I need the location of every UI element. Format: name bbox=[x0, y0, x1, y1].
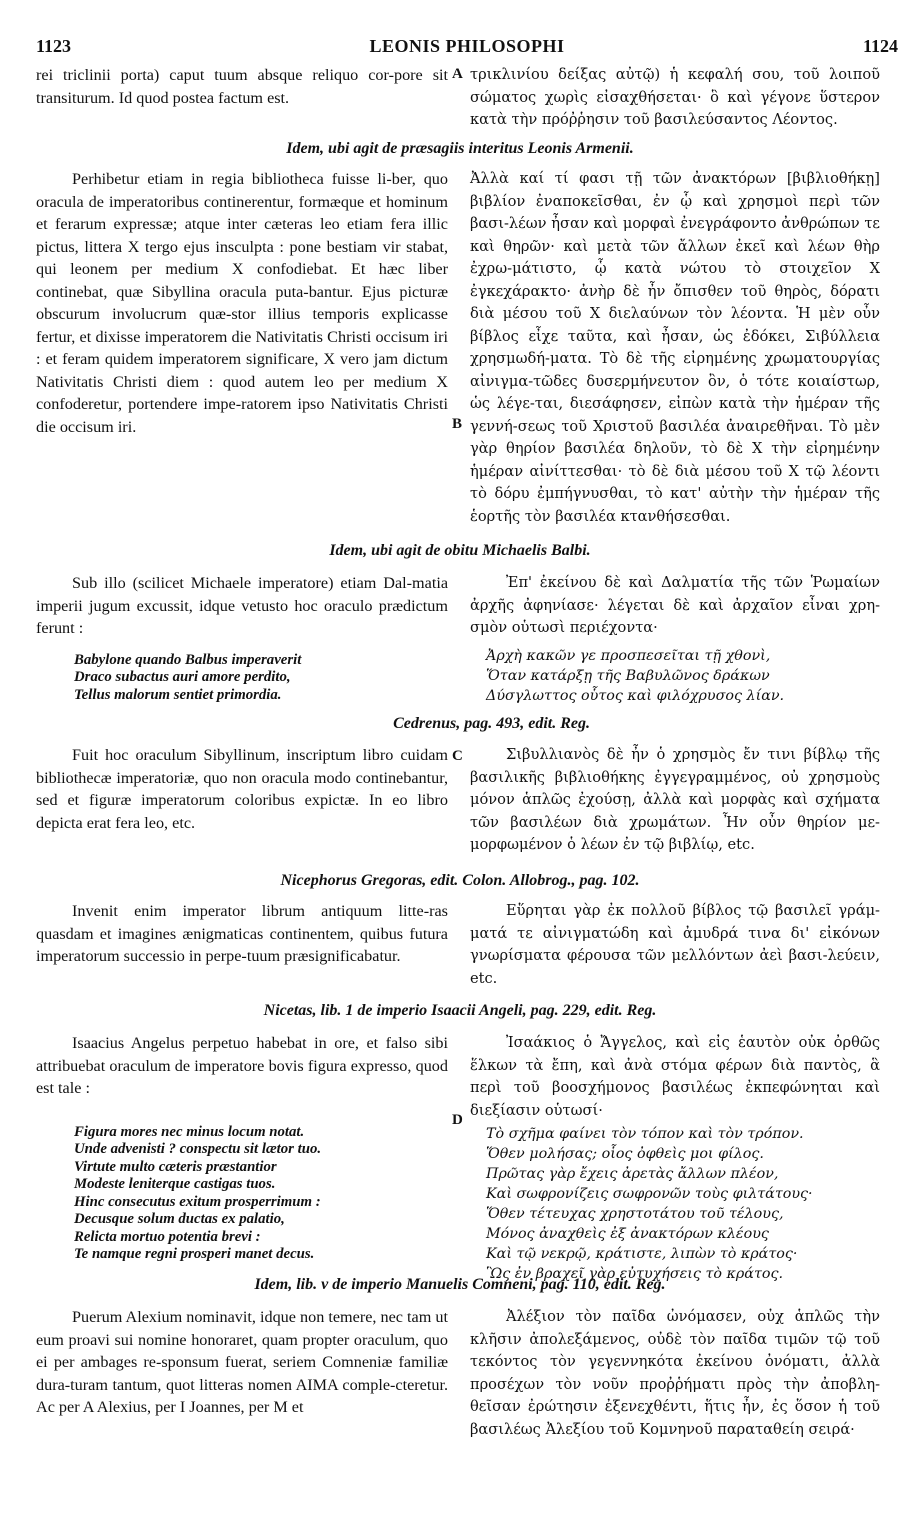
latin-verse bbox=[36, 652, 448, 705]
margin-letter: A bbox=[452, 66, 463, 82]
verse-line: Ὅθεν τέτευχας χρηστοτάτου τοῦ τέλους, bbox=[486, 1206, 784, 1222]
verse-line: Τὸ σχῆμα φαίνει τὸν τόπον καὶ τὸν τρόπον. bbox=[486, 1126, 804, 1142]
latin-text: Puerum Alexium nominavit, idque non temere, nec tam ut eum proavi sui nomine honoraret, quam propter oraculum, quo ei per ambages re-sponsum fuerat, seriem Comneniæ familiæ dura-turam tantum, quot litteras nomen AIMA comple-cteretur. Ac per A Alexius, per I Joannes, per M et bbox=[36, 1308, 448, 1416]
latin-text: Perhibetur etiam in regia bibliotheca fuisse li-ber, quo oracula de imperatoribus continerentur, formæque et hominum et ferarum expressæ; atque inter cæteras leo etiam fera illic pictus, littera X tergo ejus insculpta : pone bestiam vir stabat, qui leonem per medium X confodiebat. Et hæc liber continebat, quæ Sibyllina oracula puta-bantur. Ejus picturæ obscurum involucrum quæ-stor illius temporis explicasse fertur, et dixisse imperatorem die Nativitatis Christi occisum iri : et feram quidem imperatorem significare, X vero jam dictum Nativitatis Christi diem : quod autem leo per medium X confoderetur, portendere impe-ratorem ipso Nativitatis Christi die occisum iri. bbox=[36, 170, 448, 436]
latin-block bbox=[36, 572, 448, 704]
verse-line: Relicta mortuo potentia brevi : bbox=[74, 1228, 261, 1245]
verse-line: Figura mores nec minus locum notat. bbox=[74, 1123, 305, 1140]
greek-text: Ἀλλὰ καί τί φασι τῇ τῶν ἀνακτόρων [βιβλιοθήκῃ] βιβλίον ἐναποκεῖσθαι, ἐν ᾧ καὶ χρησμοὶ περὶ τῶν βασι-λέων ἦσαν καὶ μορφαὶ ἐνεγράφοντο ἀνθρώπων τε καὶ θηρῶν· καὶ μετὰ τῶν ἄλλων ἐκεῖ καὶ λέων θὴρ ἐχρω-μάτιστο, ᾧ κατὰ νώτου τὸ στοιχεῖον Χ ἐγκεχάρακτο· ἀνὴρ δὲ ἦν ὄπισθεν τοῦ θηρὸς, δόρατι διὰ μέσου τοῦ Χ διελαύνων τὸν λέοντα. Ἡ μὲν οὖν βίβλος εἶχε ταῦτα, καὶ ἦσαν, ὡς ἐδόκει, Σιβύλλεια χρησμωδή-ματα. Τὸ δὲ τῆς εἰρημένης χρωματουργίας αἰνιγμα-τῶδες δυσερμήνευτον ὂν, ὁ τότε κοιαίστωρ, ὡς λέγε-ται, διεσάφησεν, εἰπὼν κατὰ τὴν ἡμέραν τῆς γεννή-σεως τοῦ Χριστοῦ βασιλέα ἀναιρεθῆναι. Τὸ μὲν γὰρ θηρίον βασιλέα δηλοῦν, τὸ δὲ Χ τὴν εἰρημένην ἡμέραν αἰνίττεσθαι· τὸ δὲ διὰ μέσου τοῦ Χ τῷ λέοντι τὸ δόρυ ἐμπήγνυσθαι, τὸ κατ' αὐτὴν τὴν ἡμέραν τῆς ἑορτῆς τὸν βασιλέα κτανθήσεσθαι. bbox=[470, 170, 880, 525]
latin-verse bbox=[36, 1124, 448, 1264]
verse-line: Te namque regni prosperi manet decus. bbox=[74, 1246, 315, 1262]
latin-block bbox=[36, 1032, 448, 1264]
margin-letter: D bbox=[452, 1112, 463, 1128]
latin-text: Fuit hoc oraculum Sibyllinum, inscriptum libro cuidam bibliothecæ imperatoriæ, quo non oracula modo continebantur, sed et figuræ imperatorum coloribus expictæ. In eo libro depicta erat fera leo, etc. bbox=[36, 746, 448, 832]
page-header bbox=[36, 36, 898, 62]
verse-line: Καὶ τῷ νεκρῷ, κράτιστε, λιπὼν τὸ κράτος· bbox=[486, 1246, 798, 1262]
greek-text: Ἐπ' ἐκείνου δὲ καὶ Δαλματία τῆς τῶν Ῥωμαίων ἀρχῆς ἀφηνίασε· λέγεται δὲ καὶ ἀρχαῖον εἶναι χρη-σμὸν οὑτωσὶ περιέχοντα· bbox=[470, 574, 880, 636]
verse-line: Ὣς ἐν βραχεῖ γὰρ εὐτυχήσεις τὸ κράτος. bbox=[486, 1266, 784, 1282]
verse-line: Decusque solum ductas ex palatio, bbox=[74, 1211, 285, 1227]
section-heading: Nicephorus Gregoras, edit. Colon. Allobrog., pag. 102. bbox=[280, 872, 640, 889]
verse-line: Hinc consecutus exitum prosperrimum : bbox=[74, 1193, 321, 1210]
latin-text: rei triclinii porta) caput tuum absque reliquo cor-pore sit transiturum. Id quod postea factum est. bbox=[36, 66, 448, 107]
greek-text: Εὕρηται γὰρ ἐκ πολλοῦ βίβλος τῷ βασιλεῖ γράμ-ματά τε αἰνιγματώδη καὶ ἀμυδρά τινα δι' εἰκόνων γνωρίσματα φέρουσα τῶν μελλόντων ἀεὶ βασι-λεύειν, etc. bbox=[470, 902, 880, 987]
verse-line: Tellus malorum sentiet primordia. bbox=[74, 686, 282, 703]
greek-block bbox=[470, 1032, 880, 1284]
margin-letter: B bbox=[452, 416, 463, 432]
verse-line: Modeste leniterque castigas tuos. bbox=[74, 1176, 276, 1192]
latin-text: Invenit enim imperator librum antiquum litte-ras quasdam et imagines ænigmaticas continentem, quibus futura imperatorum successio in perpe-tuum præsignificabatur. bbox=[36, 902, 448, 965]
margin-letter: C bbox=[452, 748, 463, 764]
section-heading: Nicetas, lib. 1 de imperio Isaacii Angeli, pag. 229, edit. Reg. bbox=[263, 1002, 657, 1019]
verse-line: Unde advenisti ? conspectu sit lætor tuo. bbox=[74, 1141, 322, 1157]
latin-text: Isaacius Angelus perpetuo habebat in ore, et falso sibi attribuebat oraculum de imperatore bovis figura expresso, quod est tale : bbox=[36, 1034, 448, 1097]
greek-verse bbox=[470, 646, 880, 706]
latin-text: Sub illo (scilicet Michaele imperatore) etiam Dal-matia imperii jugum excussit, idque vetusto hoc oraculo prædictum ferunt : bbox=[36, 574, 448, 637]
page-number-right: 1124 bbox=[862, 36, 898, 56]
verse-line: Πρῶτας γὰρ ἔχεις ἀρετὰς ἄλλων πλέον, bbox=[486, 1166, 779, 1182]
verse-line: Babylone quando Balbus imperaverit bbox=[74, 651, 302, 668]
verse-line: Draco subactus auri amore perdito, bbox=[74, 669, 291, 685]
section-heading: Idem, ubi agit de obitu Michaelis Balbi. bbox=[329, 542, 591, 559]
greek-text: Ἀλέξιον τὸν παῖδα ὠνόμασεν, οὐχ ἁπλῶς τὴν κλῆσιν ἀπολεξάμενος, οὐδὲ τὸν παῖδα τιμῶν τῷ τοῦ τεκόντος τὸν γεγεννηκότα ἐκείνου ὀνόματι, ἀλλὰ προσέχων τὸν νοῦν προῤῥήματι πρὸς τὴν ἀποβλη-θεῖσαν ἐρώτησιν ἐξενεχθέντι, ἥτις ἦν, ἐς ὅσον ἡ τοῦ βασιλέως Ἀλεξίου τοῦ Κομνηνοῦ παραταθείη σειρά· bbox=[470, 1308, 880, 1438]
running-title: LEONIS PHILOSOPHI bbox=[369, 36, 565, 56]
greek-text: τρικλινίου δείξας αὐτῷ) ἡ κεφαλή σου, τοῦ λοιποῦ σώματος χωρὶς εἰσαχθήσεται· ὃ καὶ γέγονε ὕστερον κατὰ τὴν πρόῤῥησιν τοῦ βασιλεύσαντος Λέοντος. bbox=[470, 66, 880, 128]
verse-line: Καὶ σωφρονίζεις σωφρονῶν τοὺς φιλτάτους· bbox=[486, 1186, 813, 1202]
verse-line: Δύσγλωττος οὗτος καὶ φιλόχρυσος λίαν. bbox=[486, 687, 785, 704]
greek-text: Ἰσαάκιος ὁ Ἄγγελος, καὶ εἰς ἑαυτὸν οὐκ ὀρθῶς ἕλκων τὰ ἔπη, καὶ ἀνὰ στόμα φέρων διὰ παντὸς, ἃ περὶ τοῦ βοοσχήμονος βασιλέως ἐκπεφώνηται καὶ διεξίασιν οὑτωσί· bbox=[470, 1034, 880, 1119]
greek-text: Σιβυλλιανὸς δὲ ἦν ὁ χρησμὸς ἔν τινι βίβλῳ τῆς βασιλικῆς βιβλιοθήκης ἐγγεγραμμένος, οὐ χρησμοὺς μόνον ἁπλῶς ἐχούσῃ, ἀλλὰ καὶ μορφὰς καὶ σχήματα τῶν βασιλέων διὰ χρωμάτων. Ἦν οὖν θηρίον με-μορφωμένον ὁ λέων ἐν τῷ βιβλίῳ, etc. bbox=[470, 746, 880, 853]
verse-line: Ὅταν κατάρξῃ τῆς Βαβυλῶνος δράκων bbox=[486, 667, 770, 684]
verse-line: Ὅθεν μολήσας; οἷος ὀφθεὶς μοι φίλος. bbox=[486, 1146, 764, 1162]
verse-line: Virtute multo cæteris præstantior bbox=[74, 1158, 277, 1175]
section-heading: Idem, ubi agit de præsagiis interitus Leonis Armenii. bbox=[286, 140, 634, 157]
verse-line: Μόνος ἀναχθεὶς ἐξ ἀνακτόρων κλέους bbox=[486, 1226, 769, 1242]
section-heading: Idem, lib. v de imperio Manuelis Comneni, pag. 110, edit. Reg. bbox=[254, 1276, 666, 1293]
greek-verse bbox=[470, 1124, 880, 1284]
source-citation: Cedrenus, pag. 493, edit. Reg. bbox=[393, 715, 590, 732]
page-number-left: 1123 bbox=[36, 36, 72, 56]
verse-line: Ἀρχὴ κακῶν γε προσπεσεῖται τῇ χθονὶ, bbox=[486, 647, 771, 664]
greek-block bbox=[470, 572, 880, 706]
